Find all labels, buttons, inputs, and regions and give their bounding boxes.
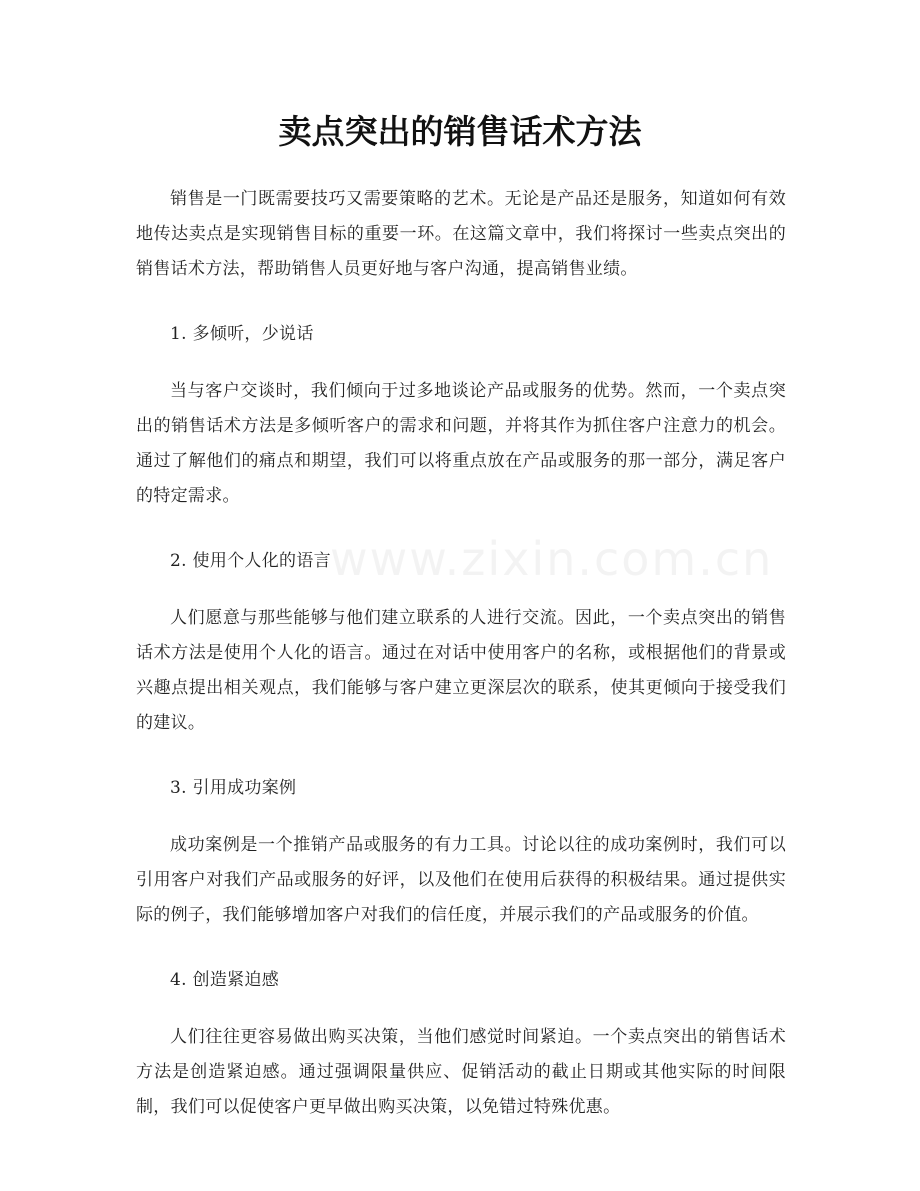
section-1 — [136, 317, 786, 514]
document-body — [136, 182, 786, 1155]
intro-paragraph: 销售是一门既需要技巧又需要策略的艺术。无论是产品还是服务，知道如何有效地传达卖点是实现销售目标的重要一环。在这篇文章中，我们将探讨一些卖点突出的销售话术方法，帮助销售人员更好地与客户沟通，提高销售业绩。 — [136, 189, 786, 279]
section-paragraph: 当与客户交谈时，我们倾向于过多地谈论产品或服务的优势。然而，一个卖点突出的销售话术方法是多倾听客户的需求和问题，并将其作为抓住客户注意力的机会。通过了解他们的痛点和期望，我们可以将重点放在产品或服务的那一部分，满足客户的特定需求。 — [136, 381, 786, 506]
section-heading: 1. 多倾听，少说话 — [170, 324, 314, 344]
section-paragraph: 人们愿意与那些能够与他们建立联系的人进行交流。因此，一个卖点突出的销售话术方法是使用个人化的语言。通过在对话中使用客户的名称，或根据他们的背景或兴趣点提出相关观点，我们能够与客户建立更深层次的联系，使其更倾向于接受我们的建议。 — [136, 608, 786, 733]
section-paragraph: 成功案例是一个推销产品或服务的有力工具。讨论以往的成功案例时，我们可以引用客户对我们产品或服务的好评，以及他们在使用后获得的积极结果。通过提供实际的例子，我们能够增加客户对我们的信任度，并展示我们的产品或服务的价值。 — [136, 835, 786, 925]
watermark: www.zixin.com.cn — [330, 532, 774, 586]
section-paragraph: 人们往往更容易做出购买决策，当他们感觉时间紧迫。一个卖点突出的销售话术方法是创造紧迫感。通过强调限量供应、促销活动的截止日期或其他实际的时间限制，我们可以促使客户更早做出购买决策，以免错过特殊优惠。 — [136, 1027, 786, 1117]
section-heading: 4. 创造紧迫感 — [170, 970, 280, 990]
document-title: 卖点突出的销售话术方法 — [278, 112, 642, 151]
section-4 — [136, 963, 786, 1125]
section-heading: 3. 引用成功案例 — [170, 778, 297, 798]
section-heading: 2. 使用个人化的语言 — [170, 551, 331, 571]
section-2 — [136, 544, 786, 741]
section-3 — [136, 771, 786, 933]
